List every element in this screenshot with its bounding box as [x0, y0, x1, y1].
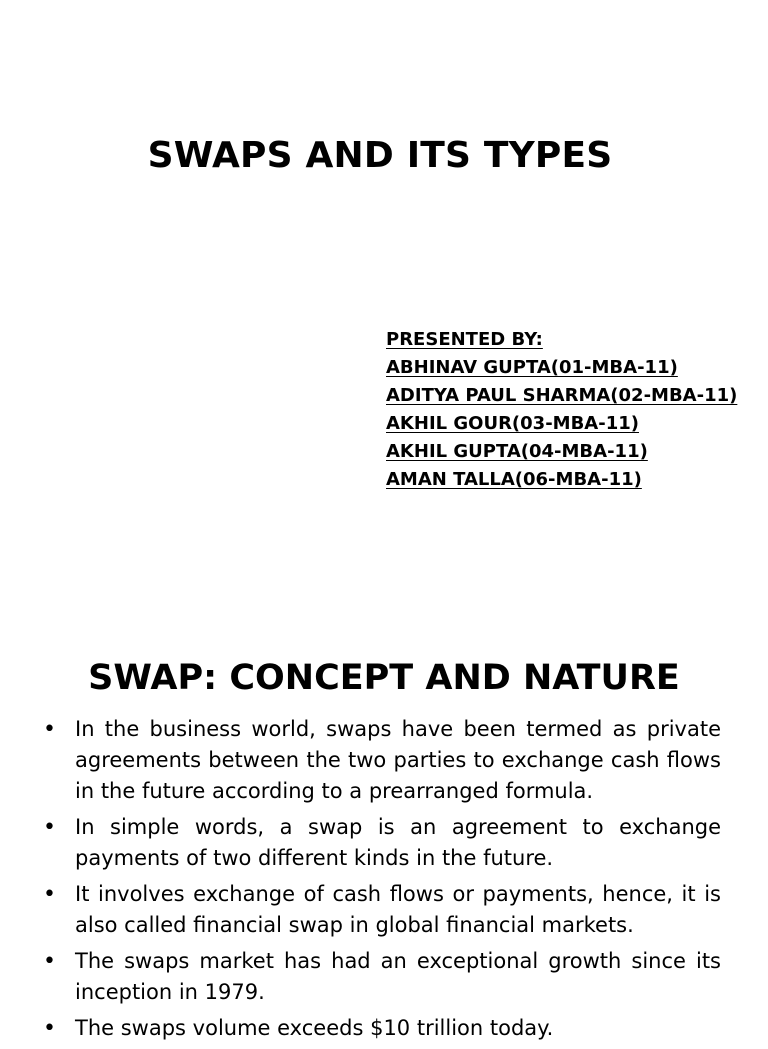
slide-title: SWAP: CONCEPT AND NATURE	[88, 658, 680, 699]
concept-slide	[0, 580, 768, 1041]
bullet-text: In the business world, swaps have been termed as private agreements between the two parties to exchange cash flows in the future according to a prearranged formula.	[75, 717, 721, 803]
presenter-item: AKHIL GUPTA(04-MBA-11)	[386, 441, 648, 462]
presenter-list	[386, 326, 737, 494]
bullet-text: It involves exchange of cash flows or payments, hence, it is also called financial swap in global financial markets.	[75, 882, 721, 937]
bullet-list	[0, 714, 768, 1049]
presenter-item: AMAN TALLA(06-MBA-11)	[386, 469, 642, 490]
presenter-heading: PRESENTED BY:	[386, 329, 543, 350]
bullet-icon: •	[43, 949, 56, 974]
bullet-text: The swaps market has had an exceptional growth since its inception in 1979.	[75, 949, 721, 1004]
presenter-item: AKHIL GOUR(03-MBA-11)	[386, 413, 639, 434]
bullet-item	[0, 879, 721, 941]
bullet-item	[0, 1013, 721, 1044]
presenter-item: ADITYA PAUL SHARMA(02-MBA-11)	[386, 385, 738, 406]
bullet-text: In simple words, a swap is an agreement to exchange payments of two different kinds in the future.	[75, 815, 721, 870]
presenter-item: ABHINAV GUPTA(01-MBA-11)	[386, 357, 678, 378]
bullet-item	[0, 946, 721, 1008]
bullet-item	[0, 714, 721, 807]
bullet-icon: •	[43, 882, 56, 907]
bullet-text: The swaps volume exceeds $10 trillion today.	[75, 1016, 554, 1040]
bullet-icon: •	[43, 1016, 56, 1041]
bullet-item	[0, 812, 721, 874]
slide-title: SWAPS AND ITS TYPES	[147, 135, 613, 177]
bullet-icon: •	[43, 717, 56, 742]
bullet-icon: •	[43, 815, 56, 840]
